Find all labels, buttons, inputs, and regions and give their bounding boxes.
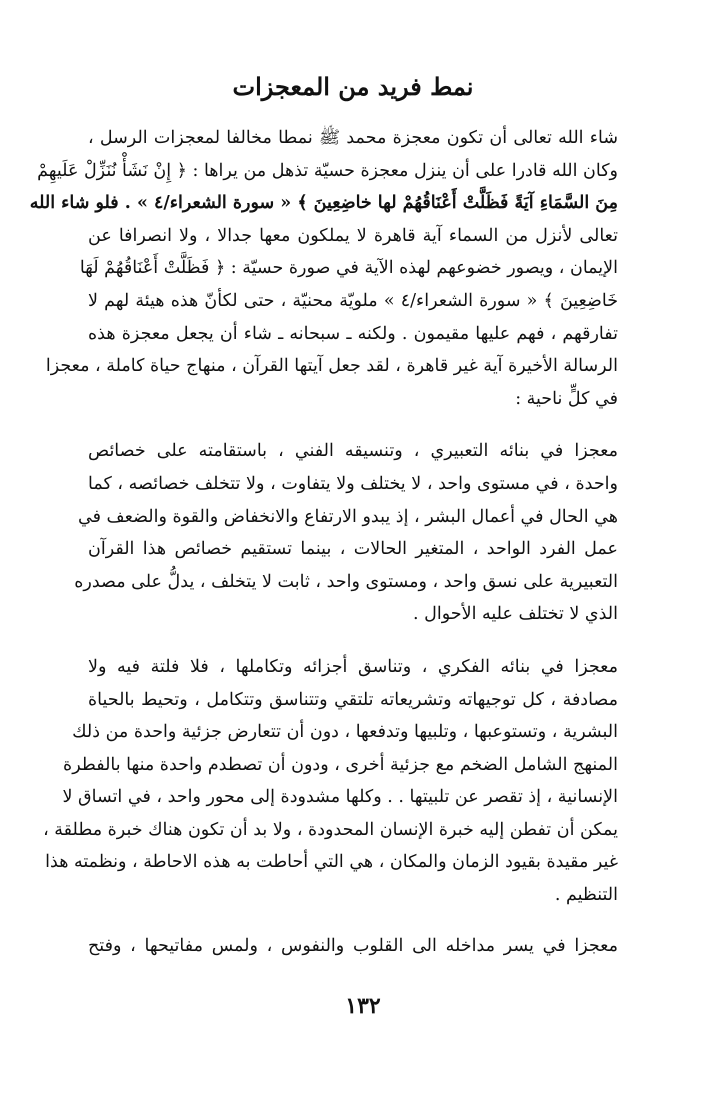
text-line: مِنَ السَّمَاءِ آيَةً فَظَلَّتْ أَعْنَاقُهُمْ لها خاضِعِينَ ﴾ « سورة الشعراء/٤ » . فلو شاء الله xyxy=(29,193,618,214)
paragraph-4 xyxy=(88,930,618,963)
text-line: الإيمان ، ويصور خضوعهم لهذه الآية في صورة حسيّة : ﴿ فَظَلَّتْ أَعْنَاقُهُمْ لَهَا xyxy=(79,258,618,279)
text-line: مصادفة ، كل توجيهاته وتشريعاته تلتقي وتتناسق وتتكامل ، وتحيط بالحياة xyxy=(88,689,618,710)
text-line: تعالى لأنزل من السماء آية قاهرة لا يملكون معها جدالا ، ولا انصرافا عن xyxy=(88,225,618,246)
paragraph-spacer xyxy=(88,415,618,435)
text-line: الذي لا تختلف عليه الأحوال . xyxy=(413,604,618,625)
text-line: واحدة ، في مستوى واحد ، لا يختلف ولا يتفاوت ، ولا تتخلف خصائصه ، كما xyxy=(88,473,618,494)
text-line: وكان الله قادرا على أن ينزل معجزة حسيّة تذهل من يراها : ﴿ إِنْ نَشَأْ نُنَزِّلْ عَلَيهِمْ xyxy=(37,160,618,181)
page-title: نمط فريد من المعجزات xyxy=(232,72,474,101)
paragraph-spacer xyxy=(88,912,618,930)
paragraph-1 xyxy=(29,122,619,415)
paragraph-2 xyxy=(74,435,618,631)
text-line: البشرية ، وتستوعبها ، وتلبيها وتدفعها ، دون أن تتعارض جزئية واحدة من ذلك xyxy=(72,722,618,743)
text-line: غير مقيدة بقيود الزمان والمكان ، هي التي أحاطت به هذه الاحاطة ، ونظمته هذا xyxy=(45,852,618,873)
text-line: معجزا في بنائه الفكري ، وتناسق أجزائه وتكاملها ، فلا فلتة فيه ولا xyxy=(88,656,618,677)
text-line: خَاضِعِينَ ﴾ « سورة الشعراء/٤ » ملويّة محنيّة ، حتى لكأنّ هذه هيئة لهم لا xyxy=(88,290,619,311)
text-line: الرسالة الأخيرة آية غير قاهرة ، لقد جعل آيتها القرآن ، منهاج حياة كاملة ، معجزا xyxy=(45,356,618,377)
text-line: يمكن أن تفطن إليه خبرة الإنسان المحدودة ، ولا بد أن تكون هناك خبرة مطلقة ، xyxy=(43,819,618,840)
paragraph-spacer xyxy=(88,631,618,651)
text-line: الإنسانية ، إذ تقصر عن تلبيتها . . وكلها مشدودة إلى محور واحد ، في اتساق لا xyxy=(62,787,618,808)
page-number: ١٣٢ xyxy=(345,993,381,1019)
text-line: معجزا في يسر مداخله الى القلوب والنفوس ، ولمس مفاتيحها ، وفتح xyxy=(88,935,618,956)
text-line: التنظيم . xyxy=(554,885,618,906)
text-line: تفارقهم ، فهم عليها مقيمون . ولكنه ـ سبحانه ـ شاء أن يجعل معجزة هذه xyxy=(88,323,618,344)
paragraph-3 xyxy=(43,651,618,912)
text-line: شاء الله تعالى أن تكون معجزة محمد ﷺ نمطا مخالفا لمعجزات الرسل ، xyxy=(88,128,618,148)
text-line: التعبيرية على نسق واحد ، ومستوى واحد ، ثابت لا يتخلف ، يدلُّ على مصدره xyxy=(74,571,618,592)
text-line: هي الحال في أعمال البشر ، إذ يبدو الارتفاع والانخفاض والقوة والضعف في xyxy=(78,506,618,527)
text-line: معجزا في بنائه التعبيري ، وتنسيقه الفني ، باستقامته على خصائص xyxy=(88,441,618,462)
text-line: في كلٍّ ناحية : xyxy=(515,388,618,409)
text-line: المنهج الشامل الضخم مع جزئية أخرى ، ودون أن تصطدم واحدة منها بالفطرة xyxy=(63,754,618,775)
text-line: عمل الفرد الواحد ، المتغير الحالات ، بينما تستقيم خصائص هذا القرآن xyxy=(88,539,618,560)
